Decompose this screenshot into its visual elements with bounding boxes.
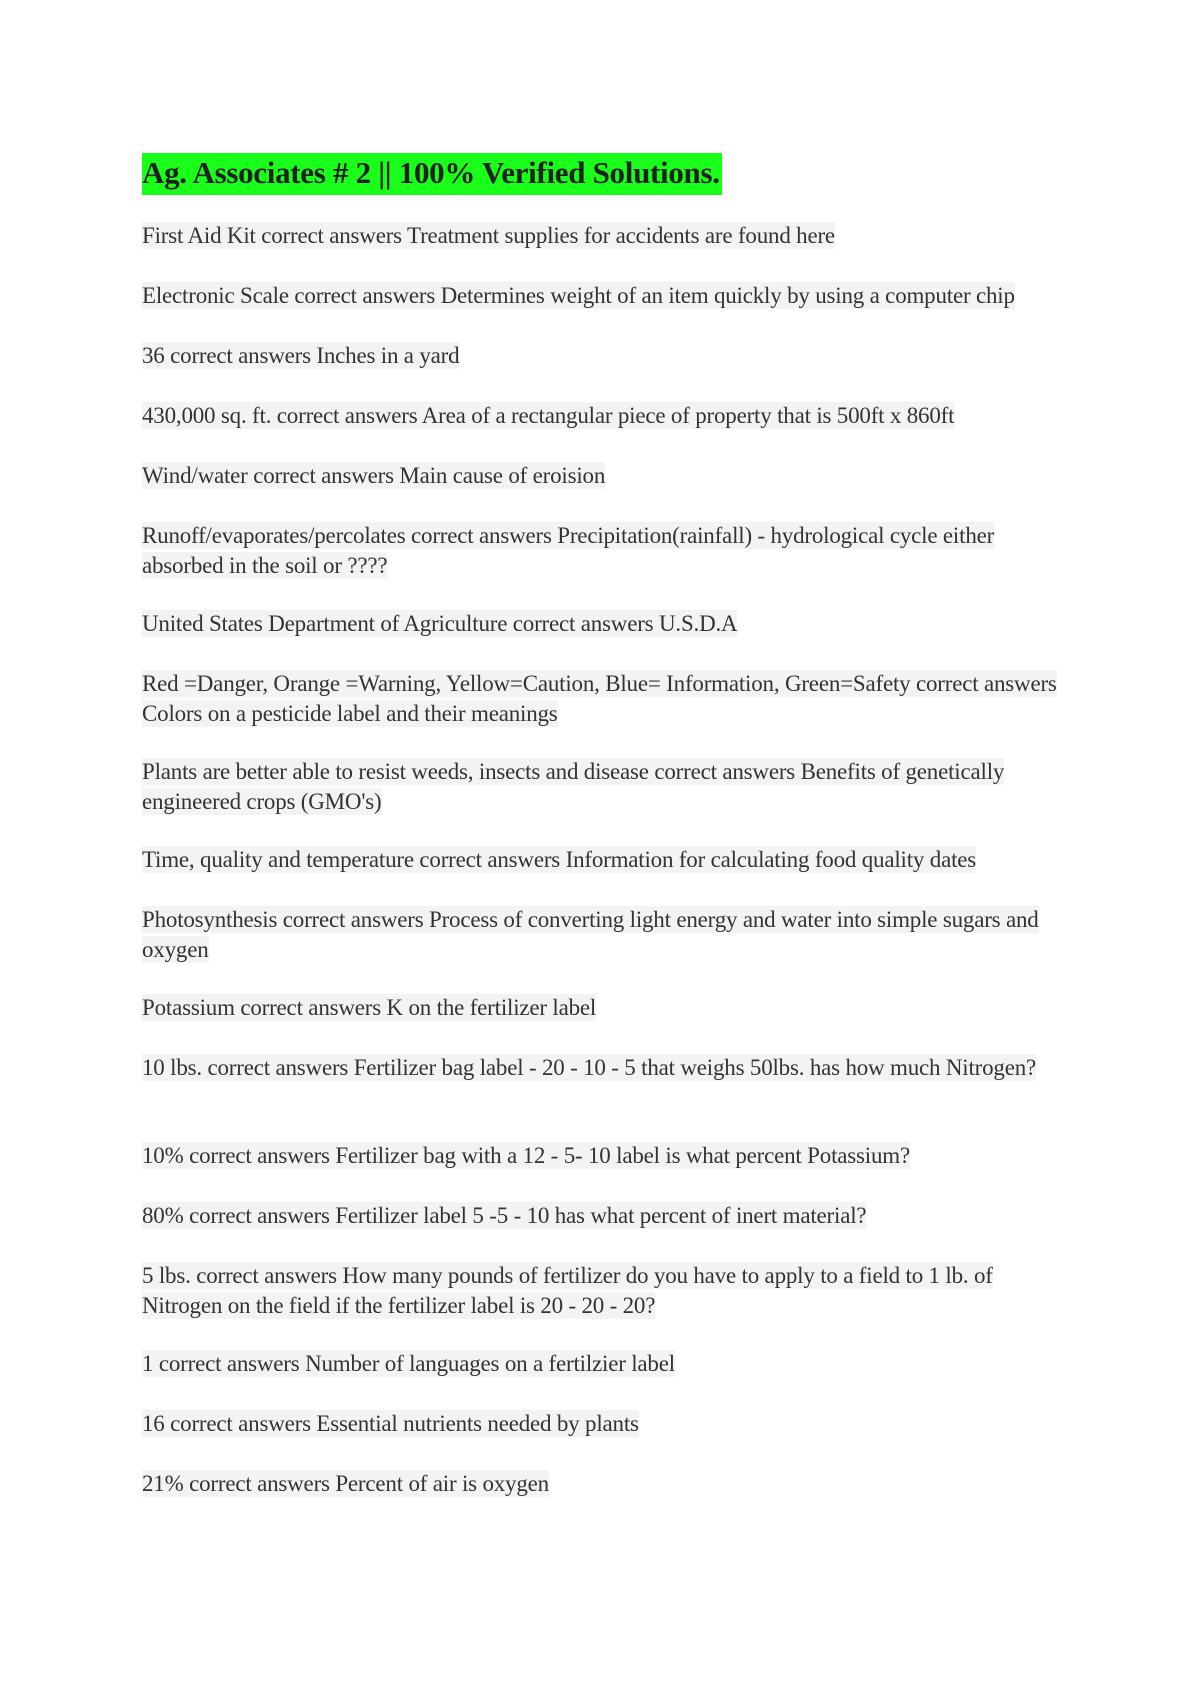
qa-entry — [142, 1349, 1062, 1409]
qa-entry-text: First Aid Kit correct answers Treatment supplies for accidents are found here — [142, 223, 835, 248]
qa-entry-text: Time, quality and temperature correct answers Information for calculating food quality dates — [142, 847, 977, 872]
qa-entry — [142, 461, 1062, 521]
qa-entry — [142, 1141, 1062, 1201]
qa-entry — [142, 1261, 1062, 1349]
qa-entry-text: Plants are better able to resist weeds, insects and disease correct answers Benefits of genetically engineered crops (GMO's) — [142, 759, 1005, 814]
qa-entry-text: 16 correct answers Essential nutrients needed by plants — [142, 1411, 639, 1436]
qa-entry-text: Runoff/evaporates/percolates correct answers Precipitation(rainfall) - hydrological cycle either absorbed in the soil or ???? — [142, 523, 995, 578]
qa-entry-text: Electronic Scale correct answers Determines weight of an item quickly by using a computer chip — [142, 283, 1015, 308]
qa-entry — [142, 757, 1062, 845]
qa-list — [142, 221, 1062, 1529]
qa-entry — [142, 609, 1062, 669]
qa-entry — [142, 1409, 1062, 1469]
qa-entry — [142, 401, 1062, 461]
qa-entry-text: 10 lbs. correct answers Fertilizer bag label - 20 - 10 - 5 that weighs 50lbs. has how much Nitrogen? — [142, 1055, 1037, 1080]
qa-entry-text: 5 lbs. correct answers How many pounds of fertilizer do you have to apply to a field to 1 lb. of Nitrogen on the field if the fertilizer label is 20 - 20 - 20? — [142, 1263, 993, 1318]
qa-entry — [142, 341, 1062, 401]
qa-entry-text: Photosynthesis correct answers Process of converting light energy and water into simple sugars and oxygen — [142, 907, 1039, 962]
qa-entry — [142, 845, 1062, 905]
qa-entry-text: Wind/water correct answers Main cause of eroision — [142, 463, 606, 488]
qa-entry-text: 10% correct answers Fertilizer bag with a 12 - 5- 10 label is what percent Potassium? — [142, 1143, 910, 1168]
document-title: Ag. Associates # 2 || 100% Verified Solutions. — [142, 153, 722, 195]
qa-entry-text: Potassium correct answers K on the fertilizer label — [142, 995, 597, 1020]
qa-entry — [142, 1469, 1062, 1529]
qa-entry-text: 21% correct answers Percent of air is oxygen — [142, 1471, 549, 1496]
qa-entry-text: United States Department of Agriculture correct answers U.S.D.A — [142, 611, 738, 636]
qa-entry — [142, 221, 1062, 281]
qa-entry-text: 80% correct answers Fertilizer label 5 -5 - 10 has what percent of inert material? — [142, 1203, 867, 1228]
qa-entry — [142, 905, 1062, 993]
qa-entry-text: 36 correct answers Inches in a yard — [142, 343, 460, 368]
qa-entry-text: Red =Danger, Orange =Warning, Yellow=Caution, Blue= Information, Green=Safety correct answers Colors on a pesticide label and their meanings — [142, 671, 1057, 726]
qa-entry — [142, 993, 1062, 1053]
qa-entry — [142, 669, 1062, 757]
qa-entry — [142, 281, 1062, 341]
qa-entry — [142, 1201, 1062, 1261]
qa-entry-text: 430,000 sq. ft. correct answers Area of a rectangular piece of property that is 500ft x 860ft — [142, 403, 955, 428]
qa-entry — [142, 521, 1062, 609]
qa-entry — [142, 1053, 1062, 1141]
qa-entry-text: 1 correct answers Number of languages on a fertilzier label — [142, 1351, 675, 1376]
